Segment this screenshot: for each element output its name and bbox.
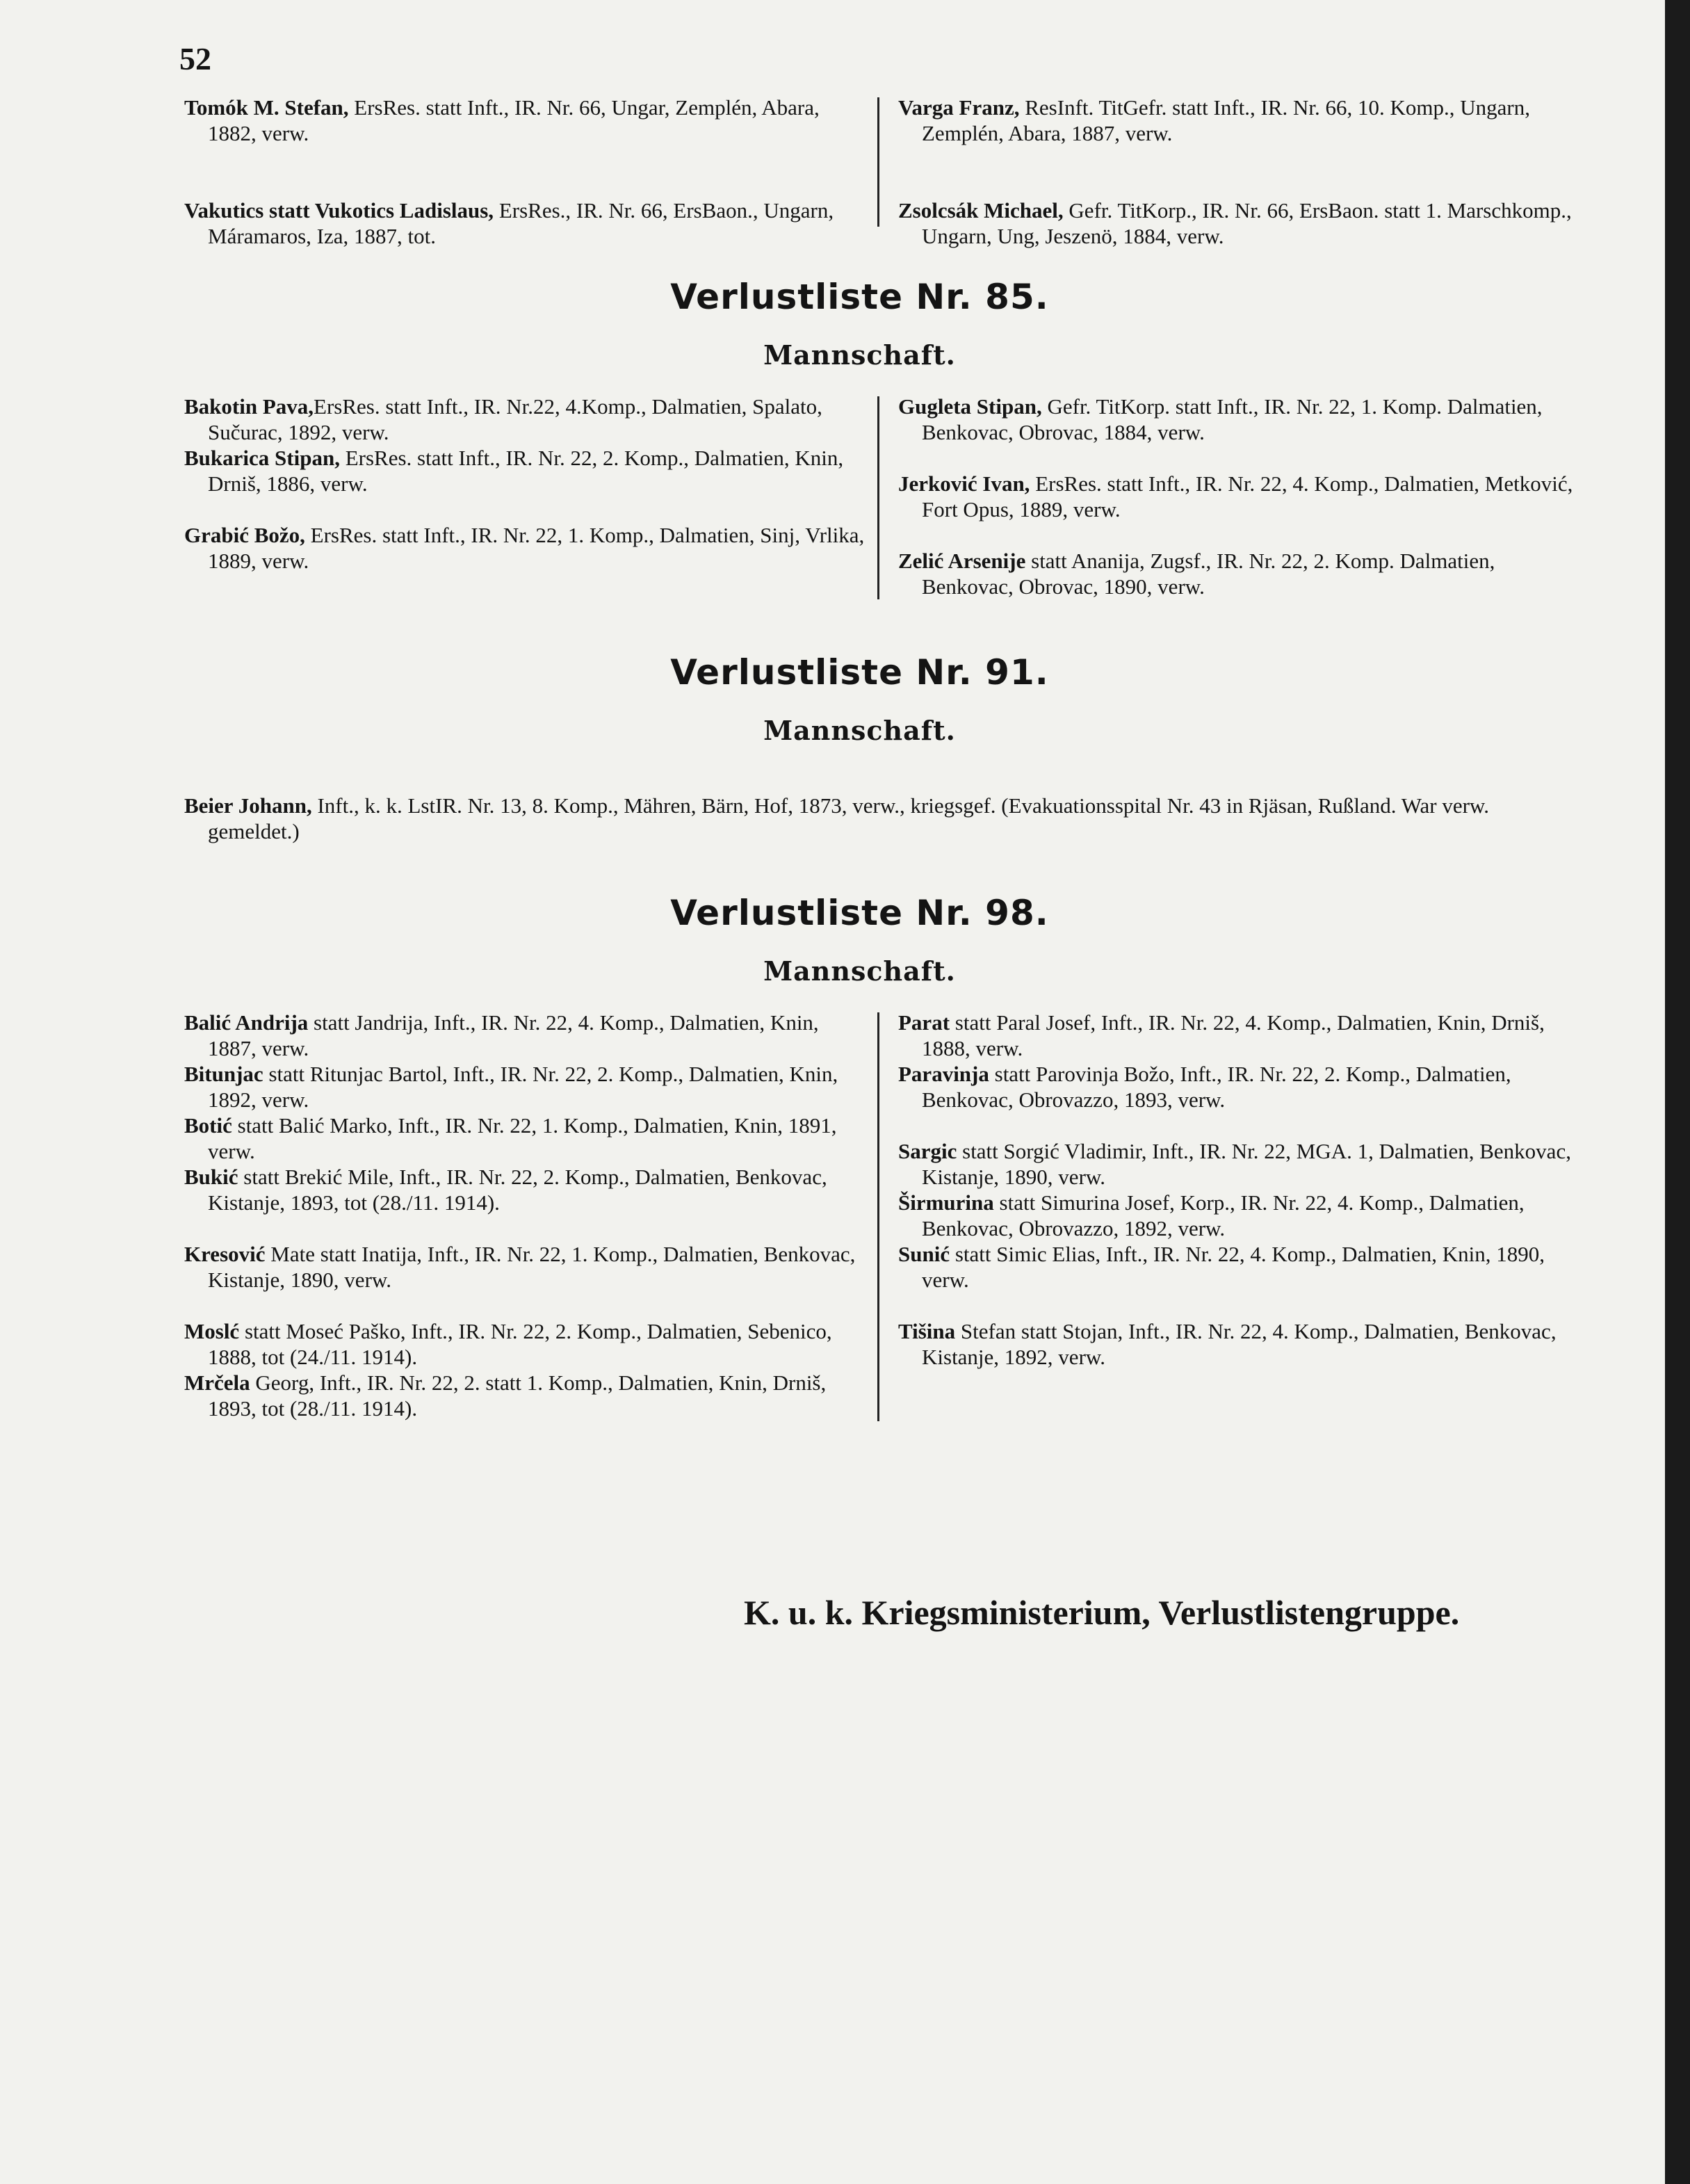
entry-name: Bitunjac bbox=[184, 1062, 263, 1086]
list-entry bbox=[898, 1061, 1576, 1113]
entry-name: Sargic bbox=[898, 1139, 957, 1163]
entry-name: Varga Franz, bbox=[898, 95, 1020, 120]
entry-name: Tišina bbox=[898, 1319, 956, 1343]
list-entry bbox=[184, 197, 866, 249]
list-entry bbox=[898, 1010, 1576, 1061]
entry-name: Paravinja bbox=[898, 1062, 989, 1086]
page-number: 52 bbox=[179, 41, 211, 76]
scan-border bbox=[1665, 0, 1690, 2184]
list-entry bbox=[184, 1318, 866, 1370]
entry-name: Kresović bbox=[184, 1242, 266, 1266]
entry-details: statt Ritunjac Bartol, Inft., IR. Nr. 22, 2. Komp., Dalmatien, Knin, 1892, verw. bbox=[208, 1062, 838, 1112]
entry-details: statt Simic Elias, Inft., IR. Nr. 22, 4. Komp., Dalmatien, Knin, 1890, verw. bbox=[922, 1242, 1545, 1292]
entry-name: Bukić bbox=[184, 1165, 238, 1189]
entry-details: Inft., k. k. LstIR. Nr. 13, 8. Komp., Mähren, Bärn, Hof, 1873, verw., kriegsgef. (Evakuationsspital Nr. 43 in Rjäsan, Rußland. War verw. gemeldet.) bbox=[208, 793, 1490, 843]
list-85-right-column bbox=[898, 394, 1576, 599]
list-98-right-column bbox=[898, 1010, 1576, 1370]
list-entry bbox=[184, 394, 866, 445]
list-entry bbox=[184, 1010, 866, 1061]
column-divider bbox=[877, 1012, 879, 1421]
list-entry bbox=[898, 95, 1576, 146]
section-heading-85: Verlustliste Nr. 85. bbox=[670, 277, 1049, 317]
entry-details: ErsRes. statt Inft., IR. Nr. 22, 4. Komp., Dalmatien, Metković, Fort Opus, 1889, verw. bbox=[922, 471, 1573, 521]
list-entry bbox=[184, 1113, 866, 1164]
list-entry bbox=[184, 793, 1509, 844]
entry-name: Botić bbox=[184, 1113, 232, 1138]
entry-details: statt Moseć Paško, Inft., IR. Nr. 22, 2. Komp., Dalmatien, Sebenico, 1888, tot (24./11. 1914). bbox=[208, 1319, 832, 1369]
entry-details: statt Brekić Mile, Inft., IR. Nr. 22, 2. Komp., Dalmatien, Benkovac, Kistanje, 1893, tot (28./11. 1914). bbox=[208, 1165, 827, 1215]
entry-details: statt Balić Marko, Inft., IR. Nr. 22, 1. Komp., Dalmatien, Knin, 1891, verw. bbox=[208, 1113, 837, 1163]
entry-details: ErsRes. statt Inft., IR. Nr. 22, 1. Komp., Dalmatien, Sinj, Vrlika, 1889, verw. bbox=[208, 523, 865, 573]
list-entry bbox=[898, 548, 1576, 599]
entry-name: Vakutics statt Vukotics Ladislaus, bbox=[184, 198, 494, 223]
entry-name: Mrčela bbox=[184, 1370, 250, 1395]
list-entry bbox=[184, 1164, 866, 1215]
entry-name: Zelić Arsenije bbox=[898, 549, 1026, 573]
entry-details: ErsRes. statt Inft., IR. Nr. 22, 2. Komp., Dalmatien, Knin, Drniš, 1886, verw. bbox=[208, 446, 844, 496]
list-entry bbox=[184, 1061, 866, 1113]
entry-name: Jerković Ivan, bbox=[898, 471, 1030, 496]
section-heading-91: Verlustliste Nr. 91. bbox=[670, 652, 1049, 693]
entry-name: Balić Andrija bbox=[184, 1010, 309, 1035]
entry-details: Mate statt Inatija, Inft., IR. Nr. 22, 1. Komp., Dalmatien, Benkovac, Kistanje, 1890, verw. bbox=[208, 1242, 856, 1292]
column-divider bbox=[877, 396, 879, 599]
entry-details: statt Ananija, Zugsf., IR. Nr. 22, 2. Komp. Dalmatien, Benkovac, Obrovac, 1890, verw. bbox=[922, 549, 1495, 599]
entry-name: Sunić bbox=[898, 1242, 950, 1266]
ministry-signature: K. u. k. Kriegsministerium, Verlustlistengruppe. bbox=[744, 1593, 1460, 1632]
entry-name: Gugleta Stipan, bbox=[898, 394, 1042, 419]
entry-details: statt Simurina Josef, Korp., IR. Nr. 22, 4. Komp., Dalmatien, Benkovac, Obrovazzo, 1892, verw. bbox=[922, 1190, 1525, 1240]
list-entry bbox=[184, 522, 866, 574]
entry-details: statt Jandrija, Inft., IR. Nr. 22, 4. Komp., Dalmatien, Knin, 1887, verw. bbox=[208, 1010, 819, 1060]
section-heading-98: Verlustliste Nr. 98. bbox=[670, 893, 1049, 933]
entry-name: Tomók M. Stefan, bbox=[184, 95, 349, 120]
top-right-column bbox=[898, 95, 1576, 249]
entry-name: Moslć bbox=[184, 1319, 240, 1343]
entry-details: Gefr. TitKorp. statt Inft., IR. Nr. 22, 1. Komp. Dalmatien, Benkovac, Obrovac, 1884, verw. bbox=[922, 394, 1543, 444]
column-divider bbox=[877, 97, 879, 227]
list-entry bbox=[898, 1318, 1576, 1370]
list-85-left-column bbox=[184, 394, 866, 574]
entry-name: Širmurina bbox=[898, 1190, 994, 1215]
entry-name: Beier Johann, bbox=[184, 793, 312, 818]
entry-details: Georg, Inft., IR. Nr. 22, 2. statt 1. Komp., Dalmatien, Knin, Drniš, 1893, tot (28./11. 1914). bbox=[208, 1370, 827, 1421]
list-entry bbox=[898, 197, 1576, 249]
section-subheading-85: Mannschaft. bbox=[763, 339, 956, 371]
list-entry bbox=[898, 1138, 1576, 1190]
entry-details: ErsRes. statt Inft., IR. Nr.22, 4.Komp., Dalmatien, Spalato, Sučurac, 1892, verw. bbox=[208, 394, 822, 444]
entry-details: statt Sorgić Vladimir, Inft., IR. Nr. 22, MGA. 1, Dalmatien, Benkovac, Kistanje, 1890, verw. bbox=[922, 1139, 1571, 1189]
list-entry bbox=[898, 471, 1576, 522]
list-91-column bbox=[184, 793, 1509, 844]
entry-name: Parat bbox=[898, 1010, 950, 1035]
entry-details: Gefr. TitKorp., IR. Nr. 66, ErsBaon. statt 1. Marschkomp., Ungarn, Ung, Jeszenö, 1884, verw. bbox=[922, 198, 1572, 248]
list-entry bbox=[184, 1370, 866, 1421]
list-entry bbox=[184, 95, 866, 146]
list-entry bbox=[898, 1190, 1576, 1241]
entry-name: Bukarica Stipan, bbox=[184, 446, 340, 470]
entry-details: ErsRes. statt Inft., IR. Nr. 66, Ungar, Zemplén, Abara, 1882, verw. bbox=[208, 95, 820, 145]
list-entry bbox=[184, 445, 866, 496]
entry-details: Stefan statt Stojan, Inft., IR. Nr. 22, 4. Komp., Dalmatien, Benkovac, Kistanje, 1892, verw. bbox=[922, 1319, 1557, 1369]
list-entry bbox=[898, 1241, 1576, 1293]
entry-name: Zsolcsák Michael, bbox=[898, 198, 1064, 223]
entry-details: ResInft. TitGefr. statt Inft., IR. Nr. 66, 10. Komp., Ungarn, Zemplén, Abara, 1887, verw. bbox=[922, 95, 1530, 145]
entry-name: Grabić Božo, bbox=[184, 523, 305, 547]
list-entry bbox=[184, 1241, 866, 1293]
list-98-left-column bbox=[184, 1010, 866, 1421]
section-subheading-91: Mannschaft. bbox=[763, 715, 956, 746]
entry-details: statt Parovinja Božo, Inft., IR. Nr. 22, 2. Komp., Dalmatien, Benkovac, Obrovazzo, 1893, verw. bbox=[922, 1062, 1511, 1112]
section-subheading-98: Mannschaft. bbox=[763, 955, 956, 987]
entry-details: statt Paral Josef, Inft., IR. Nr. 22, 4. Komp., Dalmatien, Knin, Drniš, 1888, verw. bbox=[922, 1010, 1545, 1060]
top-left-column bbox=[184, 95, 866, 249]
entry-name: Bakotin Pava, bbox=[184, 394, 314, 419]
entry-details: ErsRes., IR. Nr. 66, ErsBaon., Ungarn, Máramaros, Iza, 1887, tot. bbox=[208, 198, 834, 248]
list-entry bbox=[898, 394, 1576, 445]
